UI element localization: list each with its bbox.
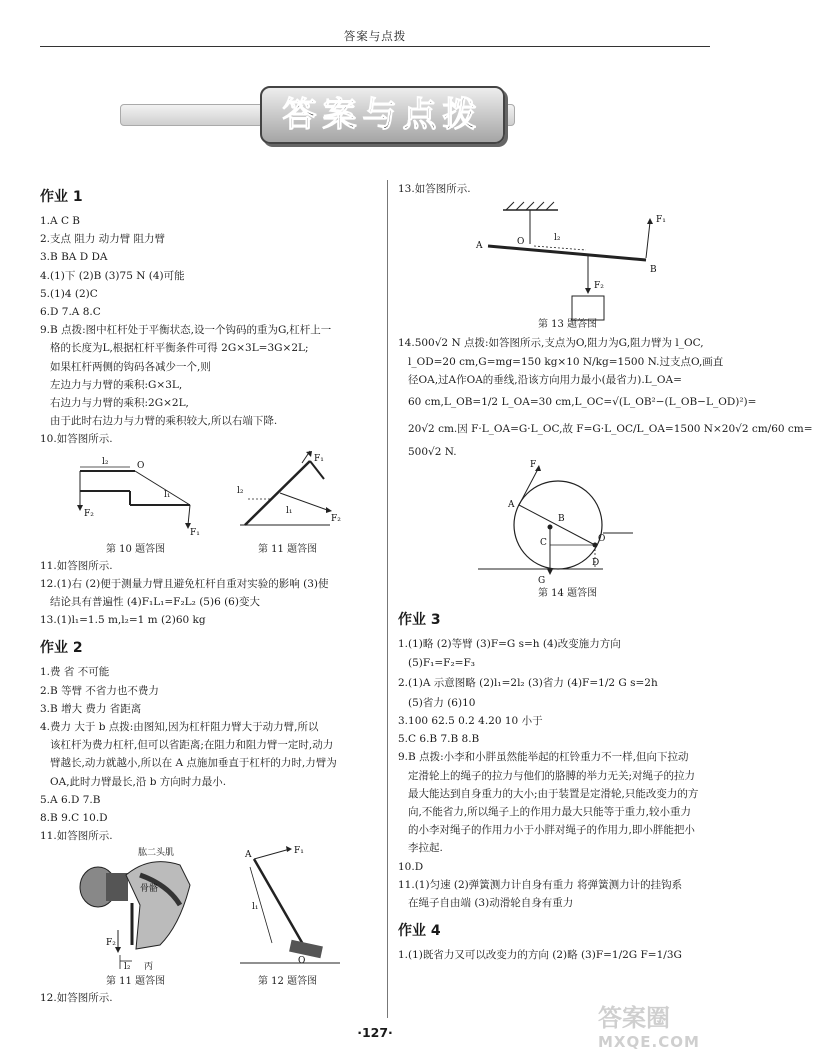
figure-row-10-11: [40, 449, 376, 541]
figure-caption: 第 12 题答图: [258, 976, 318, 988]
answer-line: OA,此时力臂最长,沿 b 方向时力最小.: [50, 775, 227, 788]
answer-line: 1.A C B: [40, 215, 81, 227]
answer-line: 2.(1)A 示意图略 (2)l₁=2l₂ (3)省力 (4)F=1/2 G s=2h: [398, 676, 658, 689]
label-F2: F₂: [84, 508, 94, 519]
label-F1: F₁: [314, 453, 324, 464]
figure-caption: 第 11 题答图: [258, 543, 318, 555]
label-B: B: [650, 265, 657, 276]
label-A: A: [245, 850, 252, 861]
answer-line: 13.如答图所示.: [398, 183, 471, 195]
answer-line: 向,不能省力,所以绳子上的作用力最大只能等于重力,较小重力: [408, 806, 692, 819]
header-rule: [40, 46, 710, 47]
answer-line: 500√2 N.: [408, 446, 457, 459]
answer-line: 10.如答图所示.: [40, 433, 113, 446]
figure-caption: 第 14 题答图: [538, 588, 598, 600]
figure-row-11-12: [40, 845, 376, 973]
answer-line: 1.(1)略 (2)等臂 (3)F=G s=h (4)改变施力方向: [398, 638, 621, 651]
left-column: [40, 180, 376, 1008]
label-F1: F₁: [656, 215, 666, 226]
answer-line: 格的长度为L,根据杠杆平衡条件可得 2G×3L=3G×2L;: [50, 342, 309, 355]
label-O: O: [517, 237, 525, 248]
answer-line: 2.B 等臂 不省力也不费力: [40, 684, 159, 697]
label-O: O: [598, 534, 606, 545]
answer-line: 4.(1)下 (2)B (3)75 N (4)可能: [40, 269, 185, 282]
label-biceps: 肱二头肌: [138, 848, 175, 859]
label-O: O: [298, 956, 306, 967]
label-A: A: [476, 241, 483, 252]
caption-row: [40, 541, 376, 557]
watermark-logo: [598, 1006, 738, 1052]
label-G: G: [538, 576, 546, 587]
answer-line: 3.100 62.5 0.2 4.20 10 小于: [398, 715, 543, 728]
watermark-site: MXQE.COM: [598, 1033, 700, 1051]
label-O: O: [137, 460, 145, 471]
answer-line: 9.B 点拨:小李和小胖虽然能举起的杠铃重力不一样,但向下拉动: [398, 751, 689, 764]
label-C: C: [540, 538, 547, 549]
answer-line: 13.(1)l₁=1.5 m,l₂=1 m (2)60 kg: [40, 614, 206, 627]
page-number: ·127·: [357, 1025, 393, 1040]
caption-row: [40, 973, 376, 989]
section-heading-2: 作业 2: [40, 640, 83, 657]
answer-line: 结论具有普遍性 (4)F₁L₁=F₂L₂ (5)6 (6)变大: [50, 596, 260, 609]
label-B: B: [558, 514, 565, 525]
answer-line: (5)省力 (6)10: [408, 696, 476, 709]
right-column: [398, 180, 813, 964]
answer-line: 8.B 9.C 10.D: [40, 812, 108, 825]
section-heading-3: 作业 3: [398, 612, 441, 629]
answer-line: 11.如答图所示.: [40, 830, 113, 843]
figure-14: [398, 461, 733, 585]
figure-caption: 第 10 题答图: [106, 543, 166, 555]
section-heading-1: 作业 1: [40, 189, 83, 205]
answer-line: 1.费 省 不可能: [40, 666, 110, 679]
label-F1: F₁: [190, 527, 200, 538]
answer-line: 11.(1)匀速 (2)弹簧测力计自身有重力 将弹簧测力计的挂钩系: [398, 878, 683, 891]
answer-line: 12.(1)右 (2)便于测量力臂且避免杠杆自重对实验的影响 (3)使: [40, 577, 329, 590]
figure-caption: 第 11 题答图: [106, 976, 166, 988]
arm-and-lever-diagrams: [40, 845, 376, 973]
answer-line: 如果杠杆两侧的钩码各减少一个,则: [50, 360, 211, 373]
banner-title: 答案与点拨: [282, 95, 483, 135]
answer-line: 4.费力 大于 b 点拨:由图知,因为杠杆阻力臂大于动力臂,所以: [40, 721, 319, 734]
label-l2: l₂: [102, 456, 109, 467]
answer-line: 20√2 cm.因 F·L_OA=G·L_OC,故 F=G·L_OC/L_OA=1500 N×20√2 cm/60 cm=: [408, 423, 813, 436]
section-heading-4: 作业 4: [398, 923, 441, 940]
answer-line: 2.支点 阻力 动力臂 阻力臂: [40, 233, 166, 246]
answer-line: 5.(1)4 (2)C: [40, 287, 98, 300]
answer-line: 李拉起.: [408, 842, 443, 855]
answer-line: 12.如答图所示.: [40, 992, 113, 1005]
label-A: A: [508, 500, 515, 511]
label-F2: F₂: [106, 938, 116, 949]
answer-line: 左边力与力臂的乘积:G×3L,: [50, 378, 183, 391]
label-l1: l₁: [164, 489, 171, 500]
answer-line: l_OD=20 cm,G=mg=150 kg×10 N/kg=1500 N.过支点O,画直: [408, 355, 724, 368]
label-F: F: [530, 460, 537, 471]
lever-diagrams-10-11: [40, 449, 376, 541]
answer-line: 60 cm,L_OB=1/2 L_OA=30 cm,L_OC=√(L_OB²−(L_OB−L_OD)²)=: [408, 396, 757, 409]
answer-line: 10.D: [398, 860, 424, 873]
answer-line: 的小李对绳子的作用力小于小胖对绳子的作用力,即小胖能把小: [408, 824, 695, 837]
label-bing: 丙: [144, 962, 154, 973]
answer-line: (5)F₁=F₂=F₃: [408, 656, 475, 669]
title-banner: [120, 86, 515, 144]
answer-line: 6.D 7.A 8.C: [40, 306, 101, 319]
label-F1: F₁: [294, 846, 304, 857]
answer-line: 3.B BA D DA: [40, 251, 108, 264]
column-divider: [387, 180, 388, 1018]
answer-line: 定滑轮上的绳子的拉力与他们的胳膊的举力无关;对绳子的拉力: [408, 769, 696, 782]
answer-line: 右边力与力臂的乘积:2G×2L,: [50, 397, 189, 410]
figure-caption: 第 13 题答图: [538, 319, 598, 331]
lever-diagram-13: [398, 198, 733, 316]
label-l2: l₂: [554, 233, 561, 244]
label-bone: 骨骼: [140, 884, 159, 895]
answer-line: 5.A 6.D 7.B: [40, 793, 101, 806]
answer-line: 1.(1)既省力又可以改变力的方向 (2)略 (3)F=1/2G F=1/3G: [398, 949, 682, 962]
answer-line: 11.如答图所示.: [40, 559, 113, 572]
answer-line: 由于此时右边力与力臂的乘积较大,所以右端下降.: [50, 415, 278, 428]
answer-line: 3.B 增大 费力 省距离: [40, 702, 142, 715]
figure-13: [398, 198, 733, 316]
label-l1: l₁: [286, 505, 293, 516]
answer-line: 该杠杆为费力杠杆,但可以省距离;在阻力和阻力臂一定时,动力: [50, 739, 334, 752]
wheel-diagram-14: [398, 461, 733, 585]
running-header: 答案与点拨: [343, 29, 407, 43]
label-l1: l₁: [252, 902, 259, 913]
answer-line: 14.500√2 N 点拨:如答图所示,支点为O,阻力为G,阻力臂为 l_OC,: [398, 337, 704, 350]
label-D: D: [592, 558, 600, 569]
label-F2: F₂: [331, 513, 341, 524]
answer-line: 臂越长,动力就越小,所以在 A 点施加垂直于杠杆的力时,力臂为: [50, 757, 337, 770]
answer-line: 径OA,过A作OA的垂线,沿该方向用力最小(最省力).L_OA=: [408, 373, 682, 386]
label-l2: l₂: [237, 485, 244, 496]
answer-line: 5.C 6.B 7.B 8.B: [398, 733, 480, 746]
answer-line: 最大能达到自身重力的大小;由于装置是定滑轮,只能改变力的方: [408, 787, 699, 800]
label-l2: l₂: [124, 962, 131, 973]
watermark-text: 答案圈: [598, 1004, 670, 1032]
answer-line: 在绳子自由端 (3)动滑轮自身有重力: [408, 897, 574, 910]
answer-line: 9.B 点拨:图中杠杆处于平衡状态,设一个钩码的重为G,杠杆上一: [40, 324, 332, 337]
label-F2: F₂: [594, 281, 604, 292]
